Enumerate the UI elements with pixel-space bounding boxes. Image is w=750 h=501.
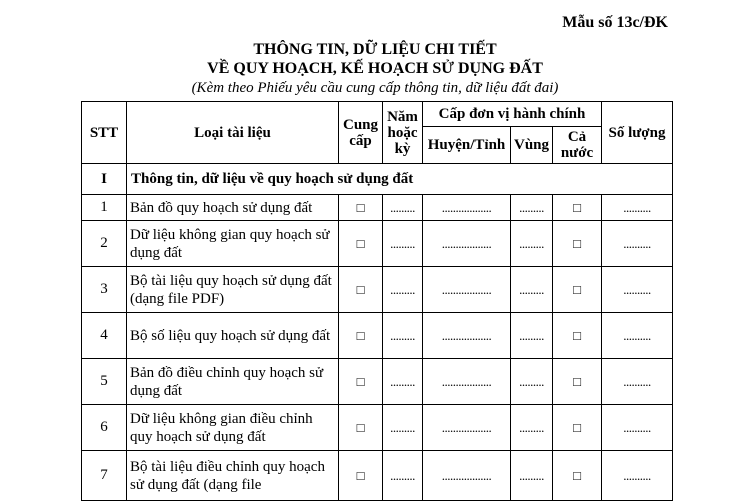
year-field[interactable]: .........	[383, 405, 423, 451]
district-province-field[interactable]: ..................	[423, 195, 511, 221]
region-field[interactable]: .........	[511, 405, 553, 451]
year-field[interactable]: .........	[383, 267, 423, 313]
table-row	[82, 405, 673, 451]
document-type-name: Dữ liệu không gian điều chỉnh quy hoạch sử dụng đất	[127, 405, 339, 451]
row-number: 4	[82, 313, 127, 359]
nationwide-checkbox[interactable]: □	[553, 405, 602, 451]
region-field[interactable]: .........	[511, 195, 553, 221]
district-province-field[interactable]: ..................	[423, 313, 511, 359]
provide-checkbox[interactable]: □	[339, 267, 383, 313]
nationwide-checkbox[interactable]: □	[553, 267, 602, 313]
column-header-district-province: Huyện/Tỉnh	[423, 127, 511, 164]
nationwide-checkbox[interactable]: □	[553, 313, 602, 359]
document-type-name: Dữ liệu không gian quy hoạch sử dụng đất	[127, 221, 339, 267]
column-header-provide: Cung cấp	[339, 102, 383, 164]
quantity-field[interactable]: ..........	[602, 451, 673, 501]
document-type-name: Bộ tài liệu quy hoạch sử dụng đất (dạng file PDF)	[127, 267, 339, 313]
table-row	[82, 195, 673, 221]
provide-checkbox[interactable]: □	[339, 221, 383, 267]
document-type-name: Bộ tài liệu điều chỉnh quy hoạch sử dụng đất (dạng file	[127, 451, 339, 501]
row-number: 2	[82, 221, 127, 267]
data-request-table	[81, 101, 673, 501]
row-number: 5	[82, 359, 127, 405]
column-header-quantity: Số lượng	[602, 102, 673, 164]
district-province-field[interactable]: ..................	[423, 267, 511, 313]
row-number: 1	[82, 195, 127, 221]
section-row	[82, 164, 673, 195]
region-field[interactable]: .........	[511, 451, 553, 501]
table-row	[82, 313, 673, 359]
column-header-nationwide: Cả nước	[553, 127, 602, 164]
quantity-field[interactable]: ..........	[602, 267, 673, 313]
document-type-name: Bộ số liệu quy hoạch sử dụng đất	[127, 313, 339, 359]
nationwide-checkbox[interactable]: □	[553, 451, 602, 501]
column-header-doc-type: Loại tài liệu	[127, 102, 339, 164]
row-number: 7	[82, 451, 127, 501]
provide-checkbox[interactable]: □	[339, 451, 383, 501]
section-number: I	[82, 164, 127, 195]
year-field[interactable]: .........	[383, 195, 423, 221]
year-field[interactable]: .........	[383, 221, 423, 267]
provide-checkbox[interactable]: □	[339, 405, 383, 451]
column-header-region: Vùng	[511, 127, 553, 164]
table-row	[82, 359, 673, 405]
quantity-field[interactable]: ..........	[602, 195, 673, 221]
nationwide-checkbox[interactable]: □	[553, 221, 602, 267]
quantity-field[interactable]: ..........	[602, 405, 673, 451]
year-field[interactable]: .........	[383, 313, 423, 359]
column-header-stt: STT	[82, 102, 127, 164]
document-subtitle: (Kèm theo Phiếu yêu cầu cung cấp thông tin, dữ liệu đất đai)	[191, 80, 559, 96]
row-number: 6	[82, 405, 127, 451]
provide-checkbox[interactable]: □	[339, 359, 383, 405]
document-type-name: Bản đồ điều chỉnh quy hoạch sử dụng đất	[127, 359, 339, 405]
quantity-field[interactable]: ..........	[602, 359, 673, 405]
form-number: Mẫu số 13c/ĐK	[562, 14, 668, 31]
region-field[interactable]: .........	[511, 267, 553, 313]
nationwide-checkbox[interactable]: □	[553, 359, 602, 405]
region-field[interactable]: .........	[511, 221, 553, 267]
district-province-field[interactable]: ..................	[423, 451, 511, 501]
region-field[interactable]: .........	[511, 313, 553, 359]
document-type-name: Bản đồ quy hoạch sử dụng đất	[127, 195, 339, 221]
year-field[interactable]: .........	[383, 451, 423, 501]
column-header-admin-level: Cấp đơn vị hành chính	[423, 102, 602, 127]
table-row	[82, 451, 673, 501]
table-row	[82, 221, 673, 267]
quantity-field[interactable]: ..........	[602, 313, 673, 359]
region-field[interactable]: .........	[511, 359, 553, 405]
column-header-year: Năm hoặc kỳ	[383, 102, 423, 164]
quantity-field[interactable]: ..........	[602, 221, 673, 267]
document-title-line-1: THÔNG TIN, DỮ LIỆU CHI TIẾT	[253, 41, 497, 58]
nationwide-checkbox[interactable]: □	[553, 195, 602, 221]
table-row	[82, 267, 673, 313]
year-field[interactable]: .........	[383, 359, 423, 405]
document-title-line-2: VỀ QUY HOẠCH, KẾ HOẠCH SỬ DỤNG ĐẤT	[207, 60, 543, 77]
row-number: 3	[82, 267, 127, 313]
district-province-field[interactable]: ..................	[423, 221, 511, 267]
district-province-field[interactable]: ..................	[423, 405, 511, 451]
provide-checkbox[interactable]: □	[339, 313, 383, 359]
district-province-field[interactable]: ..................	[423, 359, 511, 405]
provide-checkbox[interactable]: □	[339, 195, 383, 221]
section-label: Thông tin, dữ liệu về quy hoạch sử dụng đất	[127, 164, 673, 195]
